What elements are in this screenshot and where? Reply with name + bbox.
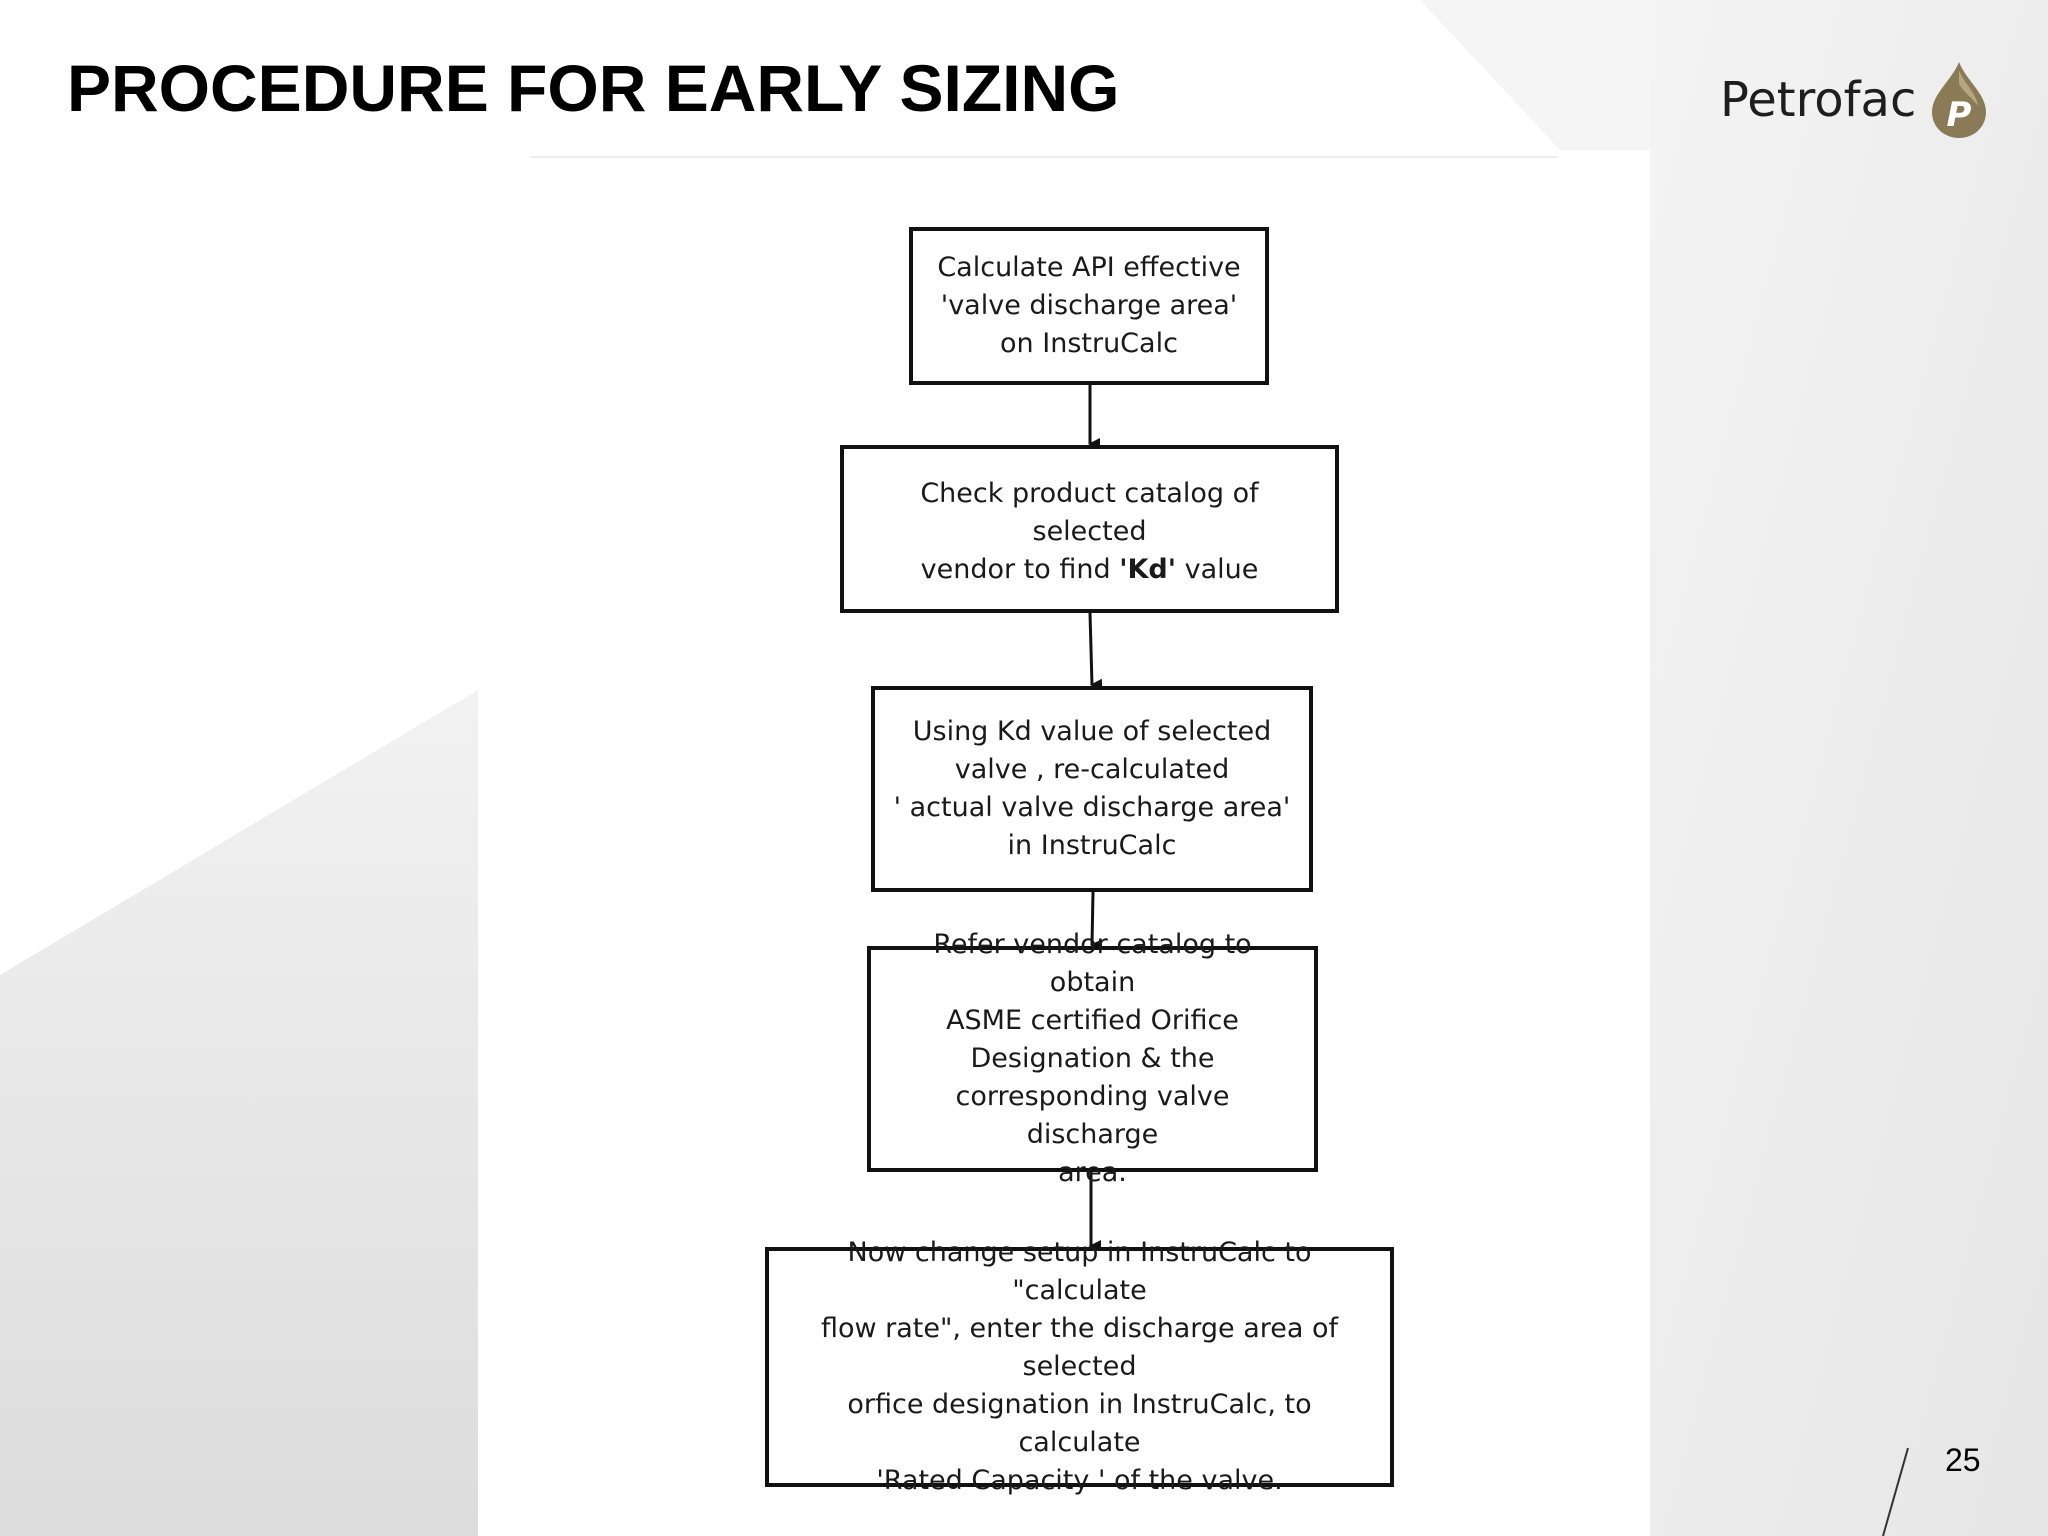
logo-text: Petrofac bbox=[1720, 72, 1917, 128]
flow-step-text: Now change setup in InstruCalc to "calculate flow rate", enter the discharge area of selected orfice designation in InstruCalc, to calculate 'Rated Capacity ' of the valve. bbox=[820, 1237, 1339, 1496]
flow-step-text-before: Check product catalog of selected vendor to find bbox=[920, 478, 1259, 585]
page-number: 25 bbox=[1945, 1442, 1981, 1478]
kd-bold-label: 'Kd' bbox=[1119, 554, 1177, 585]
flow-step-text: Using Kd value of selected valve , re-calculated ' actual valve discharge area' in InstruCalc bbox=[893, 716, 1291, 861]
drop-letter: P bbox=[1946, 95, 1972, 135]
flow-step-text-after: value bbox=[1176, 554, 1259, 585]
flow-step-text: Refer vendor catalog to obtain ASME certified Orifice Designation & the corresponding valve discharge area. bbox=[933, 929, 1252, 1188]
flow-step-text: Calculate API effective 'valve discharge area' on InstruCalc bbox=[937, 252, 1241, 359]
page-title: PROCEDURE FOR EARLY SIZING bbox=[67, 51, 1120, 125]
